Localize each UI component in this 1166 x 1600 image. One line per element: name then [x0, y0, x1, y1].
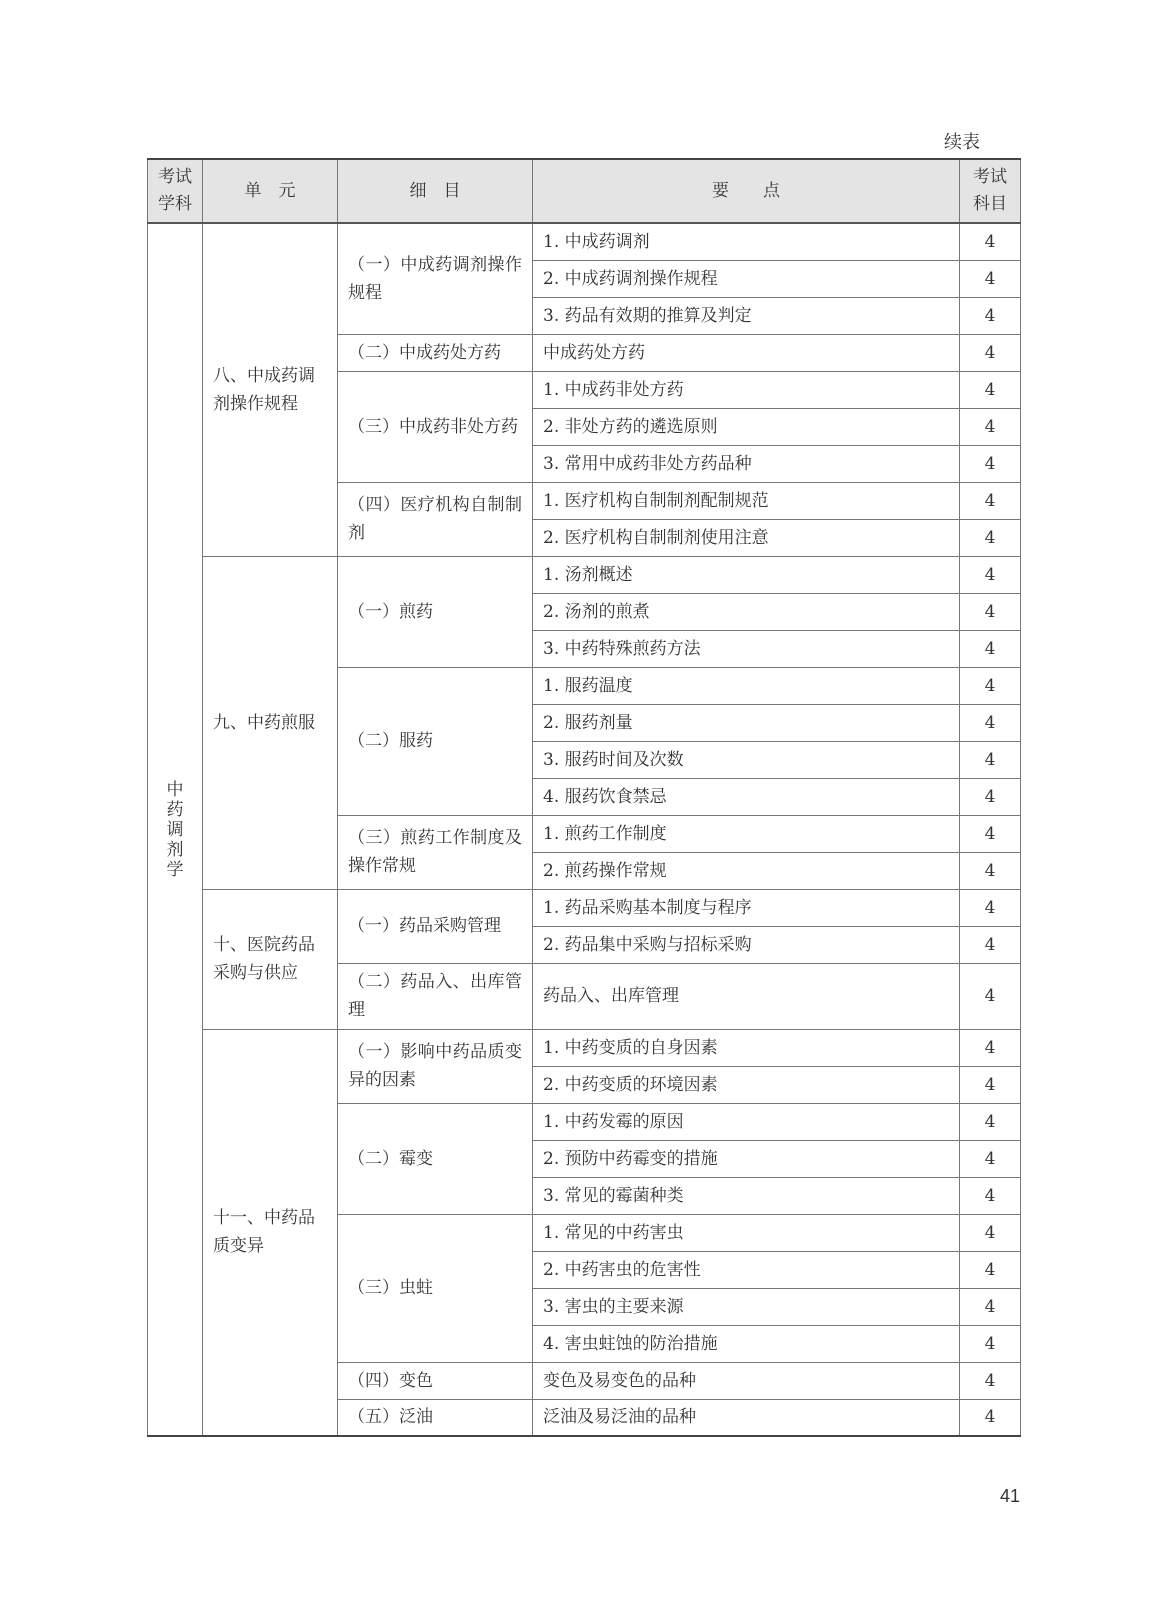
- detail-cell: （一）影响中药品质变异的因素: [338, 1029, 533, 1103]
- point-cell: 1. 中药发霉的原因: [533, 1103, 960, 1140]
- table-header-row: [148, 159, 1021, 223]
- point-cell: 2. 医疗机构自制制剂使用注意: [533, 519, 960, 556]
- level-cell: 4: [960, 963, 1021, 1029]
- syllabus-table: [147, 158, 1021, 1437]
- point-cell: 2. 中成药调剂操作规程: [533, 260, 960, 297]
- unit-cell: 十、医院药品采购与供应: [203, 889, 338, 1029]
- level-cell: 4: [960, 408, 1021, 445]
- detail-cell: （一）煎药: [338, 556, 533, 667]
- level-cell: 4: [960, 1288, 1021, 1325]
- point-cell: 1. 中成药调剂: [533, 223, 960, 260]
- point-cell: 1. 医疗机构自制制剂配制规范: [533, 482, 960, 519]
- level-cell: 4: [960, 519, 1021, 556]
- point-cell: 3. 常见的霉菌种类: [533, 1177, 960, 1214]
- detail-cell: （二）霉变: [338, 1103, 533, 1214]
- level-cell: 4: [960, 260, 1021, 297]
- level-cell: 4: [960, 1362, 1021, 1399]
- level-cell: 4: [960, 334, 1021, 371]
- header-detail: 细 目: [338, 159, 533, 223]
- point-cell: 3. 常用中成药非处方药品种: [533, 445, 960, 482]
- detail-cell: （三）煎药工作制度及操作常规: [338, 815, 533, 889]
- level-cell: 4: [960, 1177, 1021, 1214]
- level-cell: 4: [960, 1399, 1021, 1436]
- point-cell: 3. 服药时间及次数: [533, 741, 960, 778]
- point-cell: 1. 中药变质的自身因素: [533, 1029, 960, 1066]
- header-points: 要 点: [533, 159, 960, 223]
- subject-cell: [148, 223, 203, 1436]
- point-cell: 3. 药品有效期的推算及判定: [533, 297, 960, 334]
- point-cell: 中成药处方药: [533, 334, 960, 371]
- level-cell: 4: [960, 371, 1021, 408]
- level-cell: 4: [960, 1103, 1021, 1140]
- level-cell: 4: [960, 1066, 1021, 1103]
- point-cell: 2. 中药变质的环境因素: [533, 1066, 960, 1103]
- level-cell: 4: [960, 556, 1021, 593]
- level-cell: 4: [960, 778, 1021, 815]
- point-cell: 4. 服药饮食禁忌: [533, 778, 960, 815]
- table-row: [148, 223, 1021, 260]
- continued-label: 续表: [944, 132, 980, 153]
- level-cell: 4: [960, 852, 1021, 889]
- level-cell: 4: [960, 593, 1021, 630]
- point-cell: 泛油及易泛油的品种: [533, 1399, 960, 1436]
- detail-cell: （三）中成药非处方药: [338, 371, 533, 482]
- point-cell: 1. 汤剂概述: [533, 556, 960, 593]
- point-cell: 2. 汤剂的煎煮: [533, 593, 960, 630]
- level-cell: 4: [960, 445, 1021, 482]
- point-cell: 2. 中药害虫的危害性: [533, 1251, 960, 1288]
- point-cell: 3. 害虫的主要来源: [533, 1288, 960, 1325]
- level-cell: 4: [960, 704, 1021, 741]
- level-cell: 4: [960, 630, 1021, 667]
- detail-cell: （一）中成药调剂操作规程: [338, 223, 533, 334]
- point-cell: 2. 煎药操作常规: [533, 852, 960, 889]
- level-cell: 4: [960, 297, 1021, 334]
- level-cell: 4: [960, 1140, 1021, 1177]
- level-cell: 4: [960, 482, 1021, 519]
- table-row: [148, 1029, 1021, 1066]
- detail-cell: （一）药品采购管理: [338, 889, 533, 963]
- point-cell: 1. 服药温度: [533, 667, 960, 704]
- point-cell: 2. 非处方药的遴选原则: [533, 408, 960, 445]
- header-subject: 考试学科: [148, 159, 203, 223]
- header-level: 考试科目: [960, 159, 1021, 223]
- level-cell: 4: [960, 223, 1021, 260]
- level-cell: 4: [960, 889, 1021, 926]
- table-row: [148, 556, 1021, 593]
- level-cell: 4: [960, 741, 1021, 778]
- point-cell: 药品入、出库管理: [533, 963, 960, 1029]
- page-number: 41: [1000, 1486, 1021, 1506]
- point-cell: 变色及易变色的品种: [533, 1362, 960, 1399]
- detail-cell: （四）变色: [338, 1362, 533, 1399]
- header-unit: 单 元: [203, 159, 338, 223]
- level-cell: 4: [960, 1251, 1021, 1288]
- point-cell: 1. 药品采购基本制度与程序: [533, 889, 960, 926]
- level-cell: 4: [960, 1214, 1021, 1251]
- point-cell: 3. 中药特殊煎药方法: [533, 630, 960, 667]
- unit-cell: 八、中成药调剂操作规程: [203, 223, 338, 556]
- point-cell: 1. 煎药工作制度: [533, 815, 960, 852]
- point-cell: 2. 预防中药霉变的措施: [533, 1140, 960, 1177]
- subject-label: 中药调剂学: [166, 779, 184, 880]
- unit-cell: 九、中药煎服: [203, 556, 338, 889]
- detail-cell: （二）药品入、出库管理: [338, 963, 533, 1029]
- point-cell: 1. 中成药非处方药: [533, 371, 960, 408]
- point-cell: 2. 药品集中采购与招标采购: [533, 926, 960, 963]
- detail-cell: （五）泛油: [338, 1399, 533, 1436]
- point-cell: 2. 服药剂量: [533, 704, 960, 741]
- level-cell: 4: [960, 926, 1021, 963]
- table-row: [148, 889, 1021, 926]
- level-cell: 4: [960, 1325, 1021, 1362]
- point-cell: 1. 常见的中药害虫: [533, 1214, 960, 1251]
- level-cell: 4: [960, 667, 1021, 704]
- unit-cell: 十一、中药品质变异: [203, 1029, 338, 1436]
- point-cell: 4. 害虫蛀蚀的防治措施: [533, 1325, 960, 1362]
- detail-cell: （四）医疗机构自制制剂: [338, 482, 533, 556]
- level-cell: 4: [960, 815, 1021, 852]
- detail-cell: （二）中成药处方药: [338, 334, 533, 371]
- level-cell: 4: [960, 1029, 1021, 1066]
- detail-cell: （三）虫蛀: [338, 1214, 533, 1362]
- detail-cell: （二）服药: [338, 667, 533, 815]
